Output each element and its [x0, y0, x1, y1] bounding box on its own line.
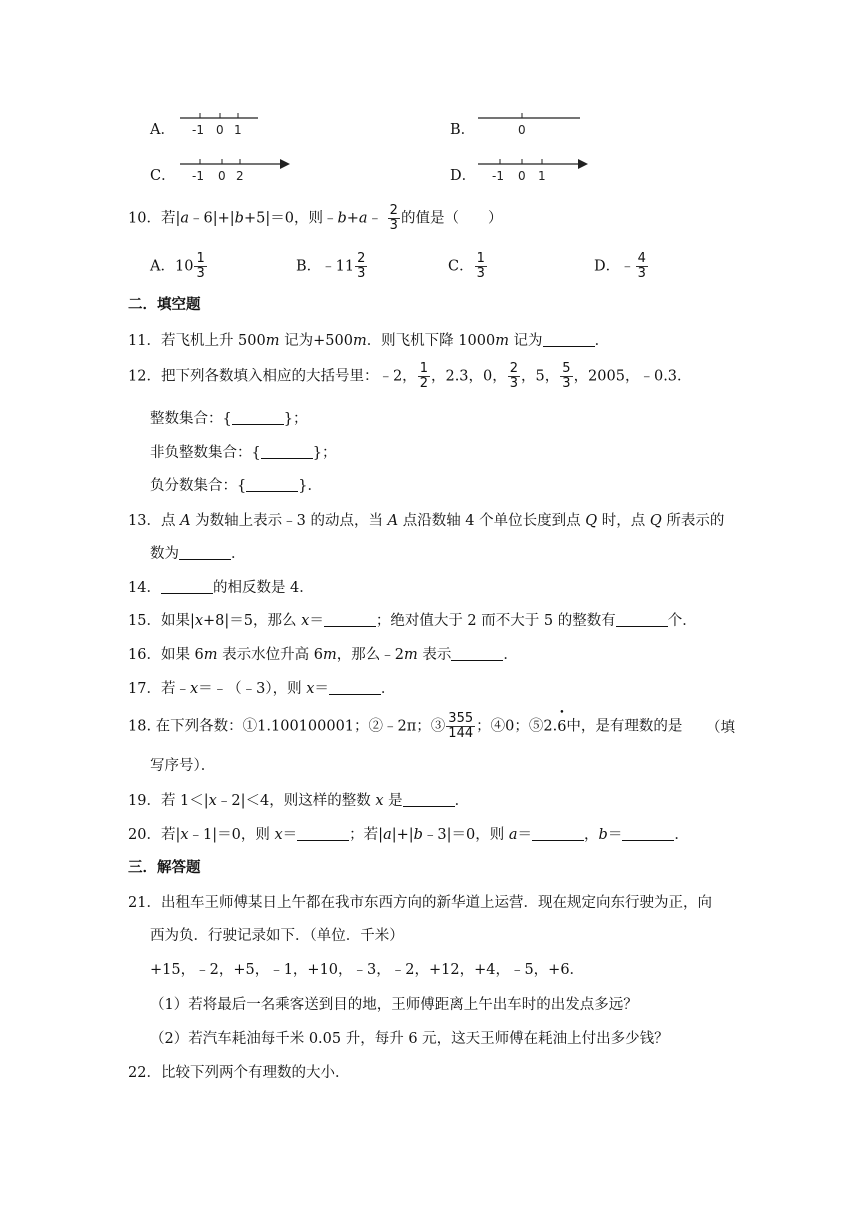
- q10-option-c: C． $\frac{1}{3}$: [448, 251, 485, 281]
- q9-option-b-number-line: [476, 110, 586, 144]
- question-22: 22．比较下列两个有理数的大小．: [128, 1065, 350, 1081]
- answer-blank[interactable]: [532, 826, 584, 841]
- q9-c-tick-label: 2: [236, 169, 244, 183]
- answer-blank[interactable]: [622, 826, 674, 841]
- section-heading-fill-in: 二．填空题: [128, 296, 201, 313]
- question-10: 10．若|a﹣6|+|b+5|＝0，则﹣b+a﹣ $\frac{2}{3}$ 的值是（ ）: [128, 203, 503, 233]
- q10-option-d: D．﹣ $\frac{4}{3}$: [594, 251, 646, 281]
- q9-option-c-label: C．: [150, 168, 176, 184]
- section-heading-solutions: 三．解答题: [128, 859, 201, 876]
- question-18-line-2: 写序号）．: [150, 758, 216, 774]
- question-13-line-2: 数为 ．: [150, 546, 246, 562]
- answer-blank[interactable]: [451, 646, 503, 661]
- q9-b-tick-label: 0: [518, 123, 526, 137]
- question-21-data: +15，﹣2，+5，﹣1，+10，﹣3，﹣2，+12，+4，﹣5，+6．: [150, 962, 585, 978]
- question-21-line-2: 西为负．行驶记录如下．（单位．千米）: [150, 928, 404, 944]
- answer-blank[interactable]: [297, 826, 349, 841]
- q9-a-tick-label: 0: [216, 123, 224, 137]
- q12-neg-fraction-set: 负分数集合：{ }．: [150, 478, 322, 494]
- question-21-part-1: （1）若将最后一名乘客送到目的地，王师傅距离上午出车时的出发点多远？: [150, 997, 638, 1013]
- repeating-digit: • 6: [557, 719, 566, 735]
- q9-option-d: [450, 164, 546, 185]
- answer-blank[interactable]: [179, 545, 231, 560]
- answer-blank[interactable]: [616, 612, 668, 627]
- answer-blank[interactable]: [246, 477, 298, 492]
- q12-nonneg-integer-set: 非负整数集合：{ }；: [150, 445, 337, 461]
- question-11: 11．若飞机上升 500m 记为+500m．则飞机下降 1000m 记为 ．: [128, 333, 610, 349]
- question-21-line-1: 21．出租车王师傅某日上午都在我市东西方向的新华道上运营．现在规定向东行驶为正，向: [128, 895, 712, 911]
- question-16: 16．如果 6m 表示水位升高 6m，那么﹣2m 表示 ．: [128, 647, 518, 663]
- q9-option-c-number-line: [178, 156, 298, 190]
- q9-d-tick-label: 1: [538, 169, 546, 183]
- question-17: 17．若﹣x＝﹣（﹣3），则 x＝ ．: [128, 681, 396, 697]
- q9-option-d-label: D．: [450, 168, 477, 184]
- q9-option-a: [150, 118, 242, 139]
- answer-blank[interactable]: [329, 680, 381, 695]
- answer-blank[interactable]: [232, 410, 284, 425]
- q9-option-d-number-line: [476, 156, 596, 190]
- q9-option-c: [150, 164, 244, 185]
- q9-option-a-label: A．: [150, 122, 175, 138]
- question-12: 12．把下列各数填入相应的大括号里：﹣2， $\frac{1}{2}$ ，2.3，0， $\frac{2}{3}$ ，5， $\frac{5}{3}$ ，2005，﹣0.3．: [128, 361, 692, 391]
- q10-option-b: B．﹣11 $\frac{2}{3}$: [296, 251, 366, 281]
- answer-blank[interactable]: [261, 444, 313, 459]
- answer-blank[interactable]: [403, 792, 455, 807]
- question-15: 15．如果|x+8|＝5，那么 x＝ ；绝对值大于 2 而不大于 5 的整数有 个．: [128, 613, 697, 629]
- q9-d-tick-label: -1: [492, 169, 504, 183]
- q12-integer-set: 整数集合：{ }；: [150, 411, 308, 427]
- q9-c-tick-label: -1: [192, 169, 204, 183]
- question-20: 20．若|x﹣1|＝0，则 x＝ ；若|a|+|b﹣3|＝0，则 a＝ ，b＝ ．: [128, 827, 689, 843]
- q9-a-tick-label: -1: [192, 123, 204, 137]
- q10-option-a: A．10 $\frac{1}{3}$: [150, 251, 205, 281]
- answer-blank[interactable]: [161, 579, 213, 594]
- q9-a-tick-label: 1: [234, 123, 242, 137]
- q9-c-tick-label: 0: [218, 169, 226, 183]
- q9-d-tick-label: 0: [518, 169, 526, 183]
- q9-option-a-number-line: [178, 110, 268, 144]
- answer-blank[interactable]: [543, 332, 595, 347]
- question-14: 14． 的相反数是 4．: [128, 580, 314, 596]
- q9-option-b: [450, 118, 526, 139]
- q9-option-b-label: B．: [450, 122, 476, 138]
- question-18: 18. 在下列各数：①1.100100001；②﹣2π；③ $\frac{355}{144}$ ；④0；⑤2.• 6中，是有理数的是: [128, 712, 682, 741]
- fraction: $\frac{2}{3}$: [389, 203, 398, 233]
- question-19: 19．若 1＜|x﹣2|＜4，则这样的整数 x 是 ．: [128, 793, 470, 809]
- question-18-fill-note: （填: [706, 720, 735, 736]
- question-13: 13．点 A 为数轴上表示﹣3 的动点，当 A 点沿数轴 4 个单位长度到点 Q 时，点 Q 所表示的: [128, 513, 725, 529]
- answer-blank[interactable]: [324, 612, 376, 627]
- question-21-part-2: （2）若汽车耗油每千米 0.05 升，每升 6 元，这天王师傅在耗油上付出多少钱？: [150, 1031, 669, 1047]
